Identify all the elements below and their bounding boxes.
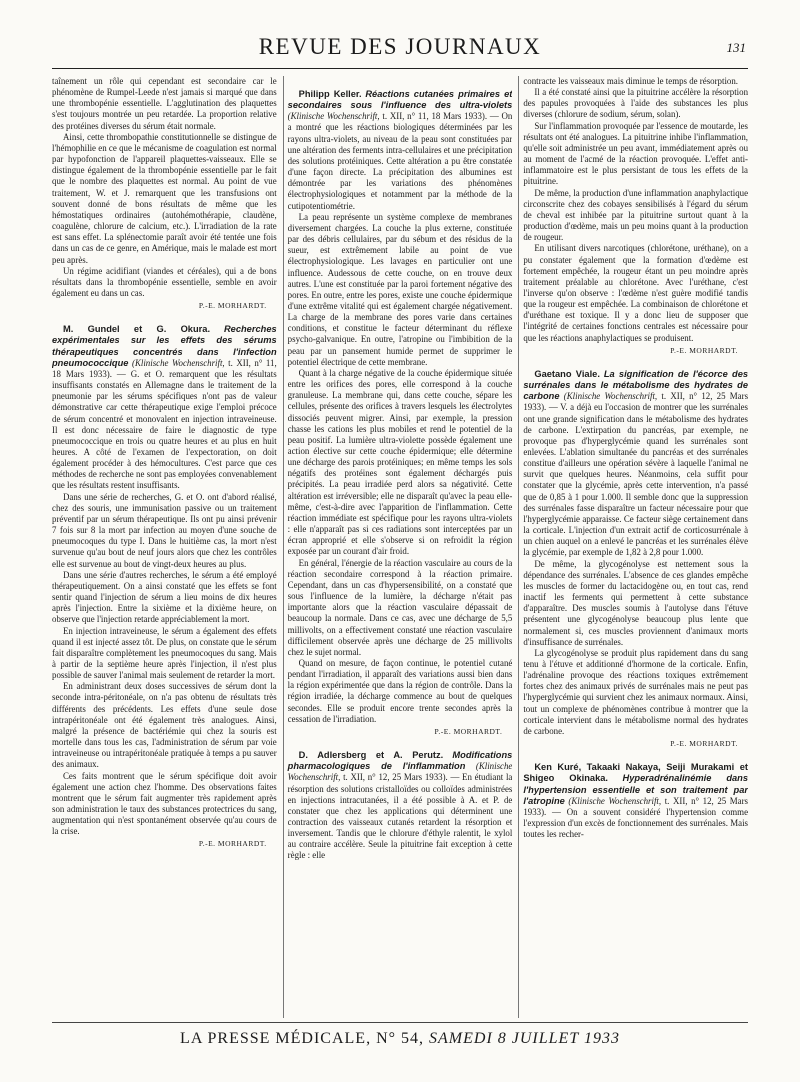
paragraph: De même, la glycogénolyse est nettement sous la dépendance des surrénales. L'absence de ces glandes empêche les muscles de former du lactacidogène ou, en tout cas, rend inactif les ferments qui permettent à cette substance d'apparaître. Des muscles soumis à l'autolyse dans l'étuve présentent une glycogénolyse beaucoup plus lente que normalement si, ces muscles proviennent d'animaux morts d'insuffisance de surrénales. [523, 558, 748, 647]
paragraph: Dans une série d'autres recherches, le sérum a été employé thérapeutiquement. On a ainsi constaté que les effets se font sentir quand l'injection de sérum a lieu moins de dix heures après l'injection. Entre la sixième et la dixième heure, on observe que l'injection retarde appréciablement la mort. [52, 569, 277, 625]
article-journal: (Klinische Wochenschrift, [131, 357, 225, 368]
article-heading [288, 89, 513, 212]
paragraph: De même, la production d'une inflammation anaphylactique circonscrite chez des cobayes sensibilisés à l'égard du sérum de cheval est inhibée par la pituitrine surtout quant à la production d'œdème, mais un peu moins quant à la production de rougeur. [523, 187, 748, 243]
paragraph: Un régime acidifiant (viandes et céréales), qui a de bons résultats dans la thrombopénie essentielle, semble en avoir également eu dans un cas. [52, 265, 277, 298]
article-journal: (Klinische Wochenschrift, [287, 111, 380, 122]
article-heading-block [523, 369, 748, 559]
article-authors: D. Adlersberg et A. Perutz. [298, 750, 444, 761]
article-authors: M. Gundel et G. Okura. [63, 324, 211, 335]
article-heading [52, 324, 277, 491]
paragraph: Il a été constaté ainsi que la pituitrine accélère la résorption des papules provoquées à l'aide des substances les plus diverses (chlorure de sodium, sérum, solan). [523, 87, 748, 120]
header-rule [52, 68, 748, 69]
article-reference-text: t. XII, n° 12, 25 Mars 1933). — On a souvent considéré l'hypertension comme l'expression d'un excès de fonctionnement des surrénales. Mais toutes les recher- [523, 795, 748, 840]
paragraph: En utilisant divers narcotiques (chlorétone, uréthane), on a pu constater également que la formation d'œdème est fortement empêchée, la rougeur étant un peu moindre après traitement préalable au chlorétone. Avec l'uréthane, c'est l'inverse qu'on observe : l'œdème n'est guère modifié tandis que la rougeur est empêchée. La combinaison de chlorétone et d'uréthane est toxique. Il y a donc lieu de supposer que l'intégrité de certaines fonctions centrales est nécessaire pour que les réactions anaphylactiques se produisent. [523, 243, 748, 343]
article-journal: (Klinische Wochenschrift, [287, 761, 513, 783]
article-reference-text: t. XII, n° 11, 18 Mars 1933). — G. et O. remarquent que les résultats insuffisants constatés en Allemagne dans le traitement de la pneumonie par les sérums spécifiques n'ont pas de valeur démonstrative car cette thérapeutique exige l'emploi précoce de sérum concentré et monovalent en injection intraveineuse. Il est donc nécessaire de faire le diagnostic de type pneumococcique en trois ou quatre heures et au plus en huit heures. A côté de l'examen de l'expectoration, on doit également procéder à des hémocultures. C'est parce que ces méthodes de recherche ne sont pas employées convenablement que les résultats restent insuffisants. [52, 357, 277, 491]
text-column-right [518, 76, 748, 1018]
article-journal: (Klinische Wochenschrift, [563, 391, 658, 402]
paragraph: taînement un rôle qui cependant est secondaire car le phénomène de Rumpel-Leede n'est jamais si marqué que dans une thrombopénie essentielle. L'agglutination des plaquettes s'est toujours montrée un peu retardée. La proportion relative des protéines diverses du sérum était normale. [52, 76, 277, 131]
page-footer [52, 1030, 748, 1048]
article-reference-text: t. XII, n° 12, 25 Mars 1933). — V. a déjà eu l'occasion de montrer que les surrénales ont une grande signification dans le métabolisme des hydrates de carbone. L'extirpation du pancréas, par exemple, ne provoque pas d'hyperglycémie quand les surrénales sont enlevées. L'ablation simultanée du pancréas et des surrénales constitue d'ailleurs une opération sévère à laquelle l'animal ne survit que quelques heures. Néanmoins, cela suffit pour constater que la glycémie, après cette intervention, n'a passé que de 0,85 à 1 pour 1.000. Il semble donc que la suppression des surrénales fasse disparaître un facteur nécessaire pour que l'hyperglycémie apparaisse. Ce facteur siège certainement dans la corticale. L'injection d'un extrait actif de corticosurrénale à un chien auquel on a enlevé le pancréas et les surrénales élève la glycémie, par exemple de 1,82 à 2,8 pour 1.000. [523, 391, 748, 558]
author-signature: P.-E. MORHARDT. [670, 739, 739, 749]
article-heading-block [288, 89, 513, 212]
author-signature: P.-E. MORHARDT. [198, 301, 267, 311]
article-heading-block [523, 762, 748, 840]
text-column-middle [283, 76, 513, 1018]
paragraph: Quand on mesure, de façon continue, le potentiel cutané pendant l'irradiation, il apparaît des variations aussi bien dans la région expérimentée que dans la région de contrôle. Dans la région irradiée, la décharge commence au bout de quelques secondes. Elle se produit encore trente secondes après la cessation de l'irradiation. [287, 657, 513, 724]
article-heading [523, 762, 748, 840]
article-authors: Gaetano Viale. [534, 368, 600, 379]
page-header [52, 30, 748, 68]
footer-rule [52, 1022, 748, 1023]
article-reference-text: t. XII, n° 11, 18 Mars 1933). — On a montré que les réactions biologiques déterminées par les rayons ultra-violets, au niveau de la peau sont constituées par une altération des ferments intra-cellulaires et une précipitation des solutions protéiniques. Cette altération a pu être constatée d'une façon directe. La précipitation des albumines est démontrée par les variations des phénomènes électrophysiologiques et notamment par la méthode de la cutipotentiométrie. [287, 111, 513, 211]
footer-journal: LA PRESSE MÉDICALE, N° 54, [180, 1030, 425, 1047]
article-heading-block [288, 750, 513, 862]
paragraph: Sur l'inflammation provoquée par l'essence de moutarde, les résultats ont été analogues. La pituitrine inhibe l'inflammation, qu'elle soit administrée un peu avant, immédiatement après ou au moment de l'acmé de la réaction provoquée. L'effet anti-inflammatoire est le plus persistant de tous les effets de la pituitrine. [523, 120, 748, 187]
article-title: Modifications pharmacologiques de l'inflammation [287, 750, 513, 772]
paragraph: La glycogénolyse se produit plus rapidement dans du sang tenu à l'étuve et additionné d'hormone de la corticale. Enfin, l'adrénaline provoque des réactions toxiques extrêmement fortes chez des animaux privés de surrénales mais ne peut pas l'hyperglycémie qui survient chez les animaux normaux. Ainsi, tout un complexe de phénomènes contribue à montrer que la corticale intervient dans le métabolisme normal des hydrates de carbone. [523, 647, 748, 736]
paragraph: En général, l'énergie de la réaction vasculaire au cours de la réaction secondaire correspond à la réaction primaire. Cependant, dans un cas d'hypersensibilité, on a constaté que sous l'influence de la lumière, la décharge n'était pas importante alors que la réaction vasculaire dépassait de beaucoup la normale. Dans ce cas, avec une décharge de 5,5 millivolts, on a effectivement constaté une réaction vasculaire difficilement observée après une décharge de 25 millivolts chez le sujet normal. [287, 557, 513, 657]
paragraph: En injection intraveineuse, le sérum a également des effets quand il est injecté assez tôt. De plus, on constate que le sérum fait disparaître complètement les pneumocoques du sang. Mais à partir de la septième heure après l'injection, il n'est plus possible de sauver l'animal mais seulement de retarder la mort. [52, 625, 277, 681]
article-title: La signification de l'écorce des surrénales dans le métabolisme des hydrates de carbone [523, 368, 748, 402]
article-journal: (Klinische Wochenschrift, [568, 795, 662, 806]
author-signature: P.-E. MORHARDT. [434, 726, 503, 736]
article-authors: Ken Kuré, Takaaki Nakaya, Seiji Murakami et Shigeo Okinaka. [523, 762, 748, 784]
page-number: 131 [726, 40, 746, 55]
paragraph: contracte les vaisseaux mais diminue le temps de résorption. [523, 76, 739, 86]
paragraph: Ainsi, cette thrombopathie constitutionnelle se distingue de l'hémophilie en ce que le mécanisme de coagulation est normal par hypofonction de l'appareil plaquettes-vaisseaux. Elle se distingue également de la thrombopénie essentielle par le fait que le nombre des plaquettes est normal. Au point de vue traitement, W. et J. remarquent que les transfusions ont souvent donné de bons résultats de même que les hémostatiques ordinaires (autohémothérapie, claudène, coagulène, chlorure de calcium, etc.). L'irradiation de la rate est sans effet. La splénectomie paraît avoir été tentée une fois dans un cas de ce genre, en Amérique, mais le malade est mort peu après. [52, 131, 277, 265]
article-heading [523, 369, 748, 559]
paragraph: Quant à la charge négative de la couche épidermique située entre les orifices des pores, elle correspond à la couche granuleuse. La membrane qui, dans cette couche, sépare les cellules, présente des orifices à travers lesquels les électrolytes dissociés peuvent migrer. Ainsi, par exemple, la pression chasse les cations les plus mobiles et rend le potentiel de la peau positif. La lumière ultra-violette possède également une action élective sur cette couche épidermique; elle détermine une décharge des parois protéiniques; en même temps les sols négatifs des protéines sont également déchargés puis précipités. La peau irradiée perd alors sa négativité. Cette altération est irréversible; elle ne disparaît qu'avec la peau elle-même, c'est-à-dire avec l'apparition de l'inflammation. Cette réaction immédiate est spécifique pour les rayons ultra-violets : elle n'apparaît pas si ces radiations sont interceptées par un écran approprié et elle s'observe si on refroidit la région exposée par un courant d'air froid. [287, 367, 513, 557]
article-title: Recherches expérimentales sur les effets des sérums thérapeutiques concentrés dans l'infection pneumococcique [52, 324, 277, 368]
paragraph: Ces faits montrent que le sérum spécifique doit avoir également une action chez l'homme. Des observations faites montrent que le sérum fait augmenter très rapidement après son administration le taux des substances protectrices du sang, augmentation qui n'est spontanément observée qu'au cours de la crise. [52, 770, 277, 837]
author-signature: P.-E. MORHARDT. [198, 839, 267, 849]
article-title: Hyperadrénalinémie dans l'hypertension essentielle et son traitement par l'atropine [523, 773, 748, 806]
article-title: Réactions cutanées primaires et secondaires sous l'influence des ultra-violets [287, 89, 513, 111]
text-column-left [52, 76, 277, 1018]
article-reference-text: t. XII, n° 12, 25 Mars 1933). — En étudiant la résorption des solutions cristalloïdes ou colloïdes administrées en injections intracutanées, il a été possible à A. et P. de constater que chez les applications qui déterminent une contraction des vaisseaux cutanés retardent la résorption et inversement. Tandis que le chlorure d'éthyle ralentit, le xylol au contraire accélère. Seule la pituitrine fait exception à cette règle : elle [287, 772, 513, 861]
article-heading [288, 750, 513, 862]
author-signature: P.-E. MORHARDT. [670, 345, 739, 355]
article-heading-block [52, 324, 277, 491]
article-authors: Philipp Keller. [298, 89, 362, 99]
paragraph: En administrant deux doses successives de sérum dont la seconde intra-péritonéale, on n'a pas obtenu de résultats très différents des précédents. Les effets d'une seule dose intrapéritonéale ont été également très analogues. Ainsi, malgré la présence de bactériémie qui chez la souris est mortelle dans tous les cas, l'administration de sérum par voie intraveineuse ou intrapéritonéale pratiquée à temps a pu sauver des animaux. [52, 681, 277, 770]
journal-section-title: REVUE DES JOURNAUX [258, 34, 542, 59]
article-columns [52, 76, 748, 1018]
paragraph: Dans une série de recherches, G. et O. ont d'abord réalisé, chez des souris, une immunisation passive ou un traitement préventif par un sérum thérapeutique. Ils ont pu ainsi prévenir 7 fois sur 8 la mort par infection au moyen d'une souche de pneumocoques du type I. Dans le huitième cas, la mort n'est survenue qu'au bout de neuf jours alors que chez les contrôles elle est survenue au bout de vingt-deux heures au plus. [52, 491, 277, 569]
footer-date: SAMEDI 8 JUILLET 1933 [429, 1030, 620, 1047]
paragraph: La peau représente un système complexe de membranes diversement chargées. La couche la plus externe, constituée par des débris cellulaires, par du sébum et des résidus de la sueur, est extrêmement labile au point de vue électrophysiologique. Les lavages en particulier ont une influence. Audessous de cette couche, on en trouve deux autres. L'une est constituée par la paroi fortement négative des pores. En outre, entre les pores, existe une couche épidermique d'une extrême vitalité qui est également chargée négativement. La charge de la membrane des pores varie dans certaines conditions, et constitue le facteur déterminant du réflexe psycho-galvanique. En outre, l'atropine ou l'imbibition de la peau par un pansement humide permet de supprimer le potentiel électrique de cette membrane. [287, 211, 513, 367]
